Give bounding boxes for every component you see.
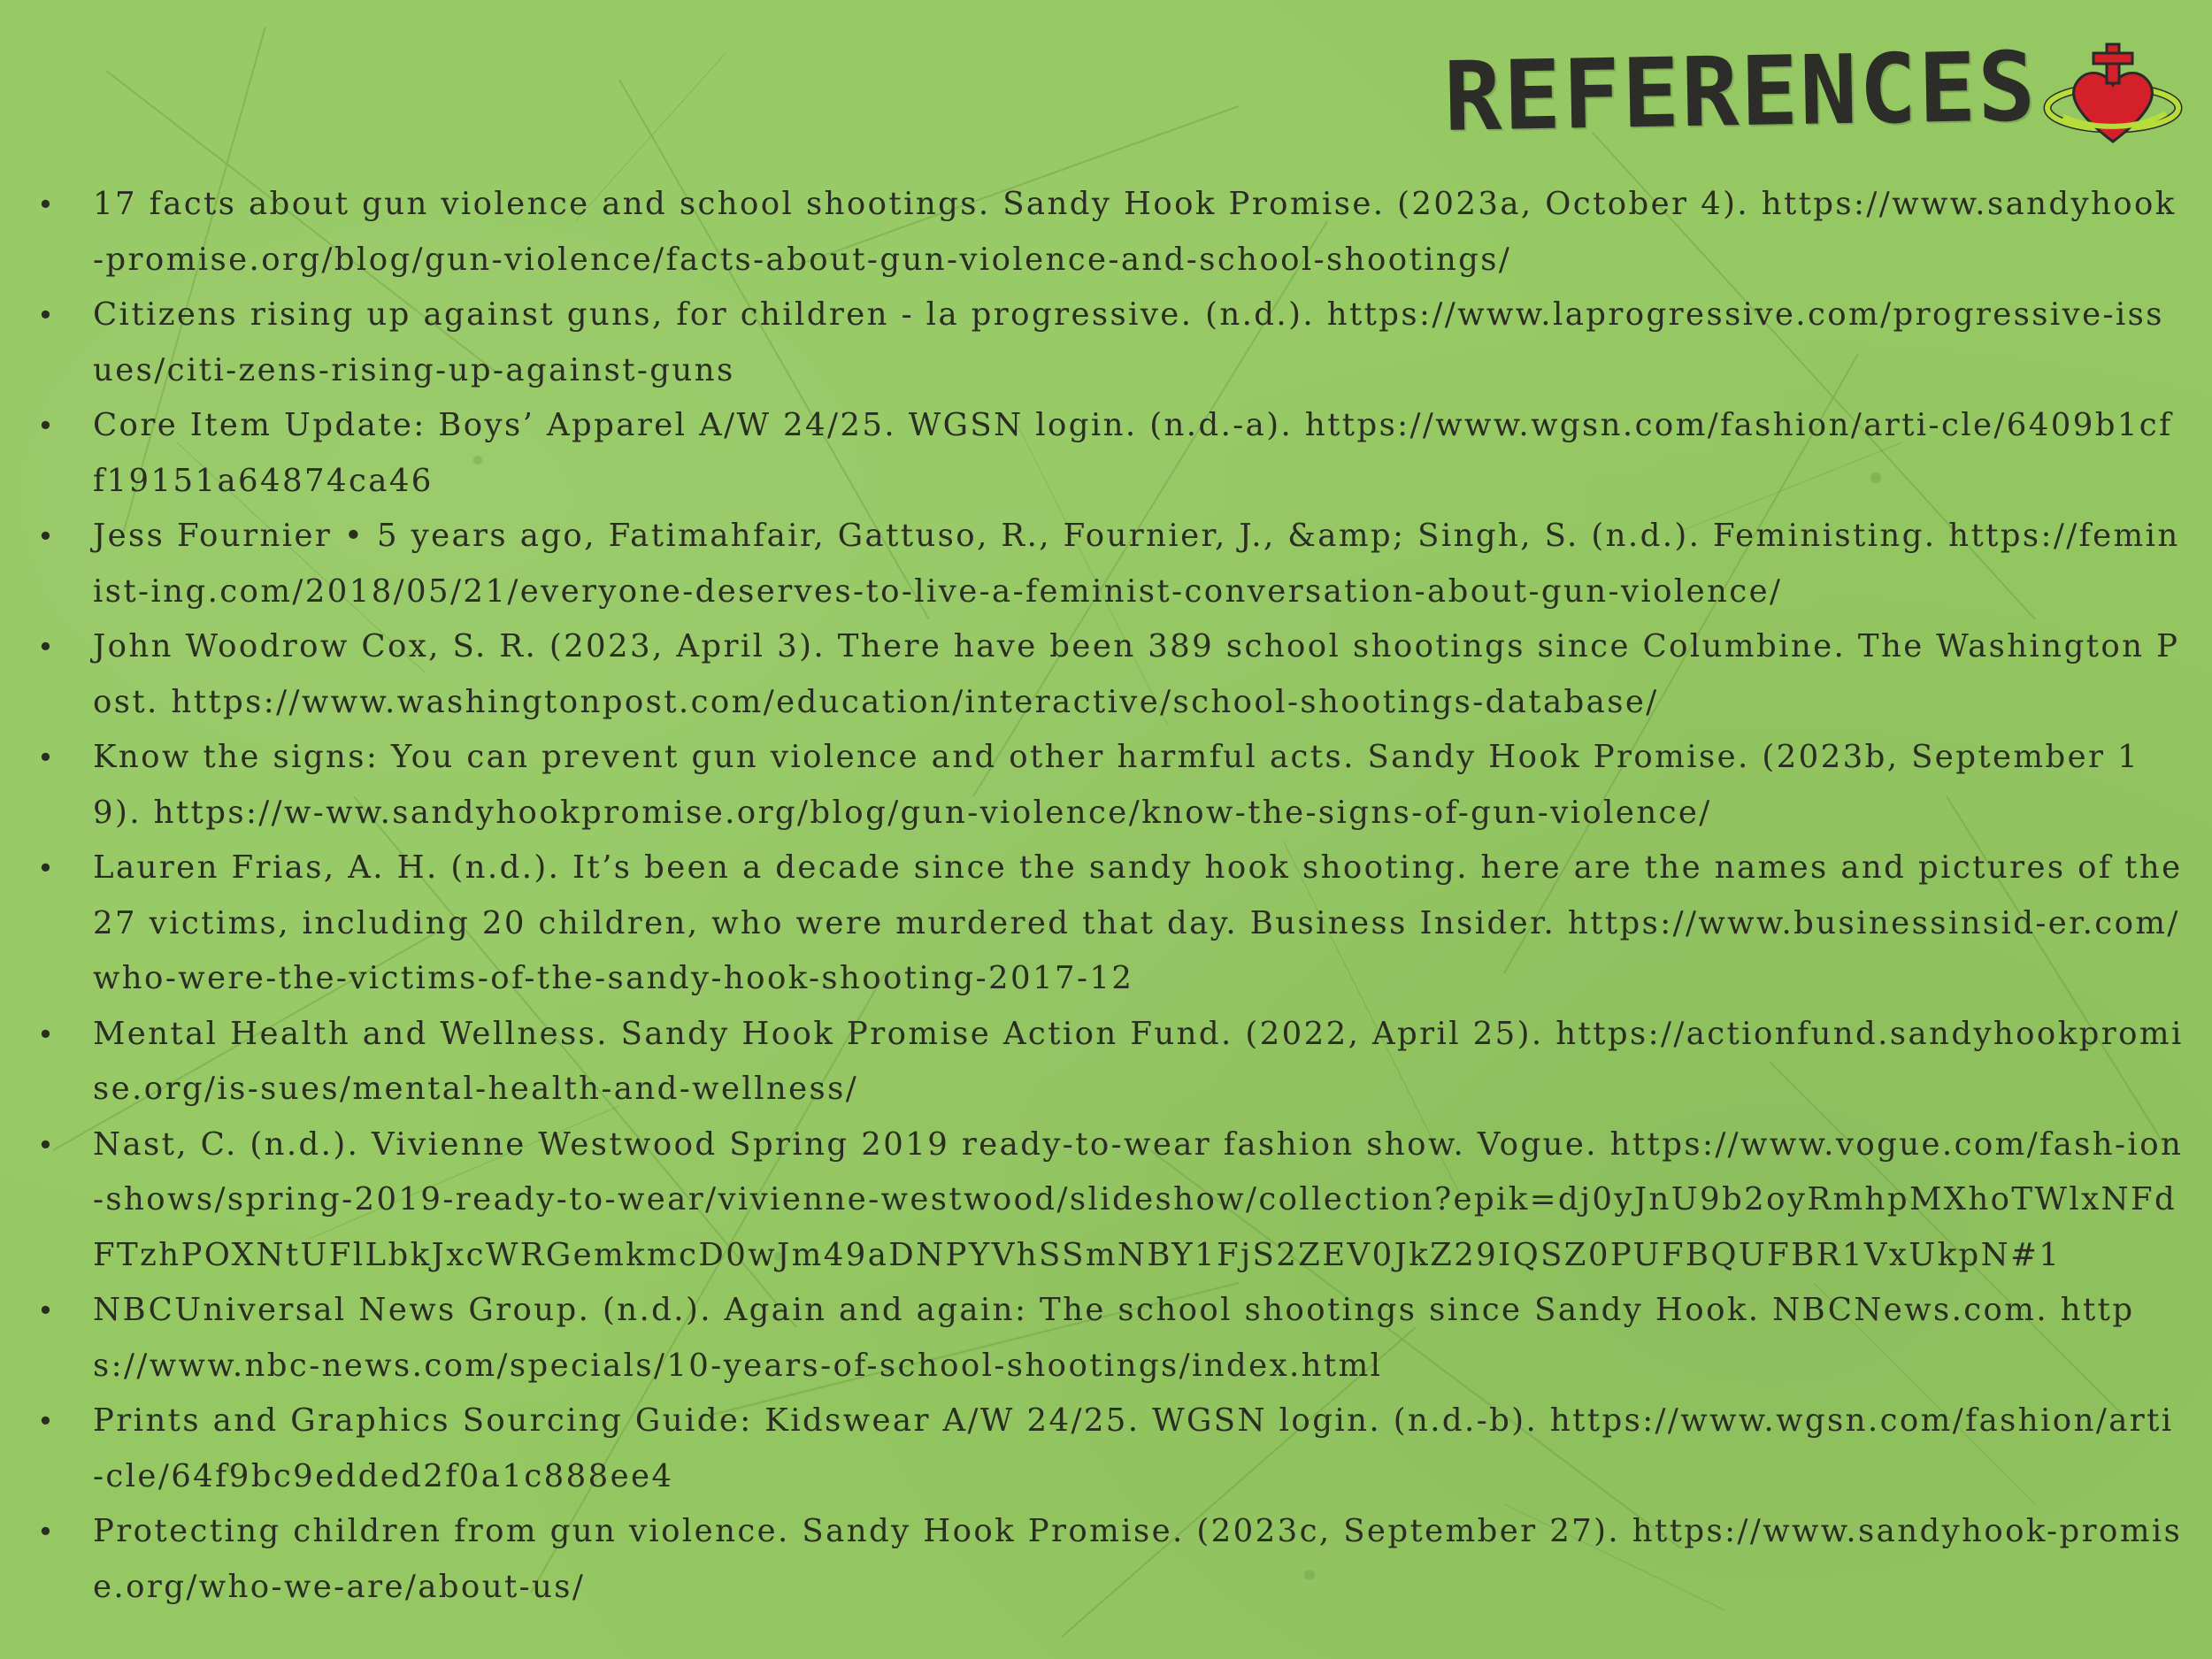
orb-heart-icon bbox=[2042, 27, 2184, 159]
reference-item: • Jess Fournier • 5 years ago, Fatimahfair, Gattuso, R., Fournier, J., &amp; Singh, S. (n.d.). Feministing. https://feminist-ing.com/2018/05/21/everyone-deserves-to-live-a-feminist-conversation-about-gun-violence/ bbox=[35, 509, 2185, 619]
reference-item: • Core Item Update: Boys’ Apparel A/W 24/25. WGSN login. (n.d.-a). https://www.wgsn.com/fashion/arti-cle/6409b1cff19151a64874ca46 bbox=[35, 398, 2185, 509]
reference-item: • Nast, C. (n.d.). Vivienne Westwood Spring 2019 ready-to-wear fashion show. Vogue. https://www.vogue.com/fash-ion-shows/spring-2019-ready-to-wear/vivienne-westwood/slideshow/collection?epik=dj0yJnU9b2oyRmhpMXhoTWlxNFdFTzhPOXNtUFlLbkJxcWRGemkmcD0wJm49aDNPYVhSSmNBY1FjS2ZEV0JkZ29IQSZ0PUFBQUFBR1VxUkpN#1 bbox=[35, 1118, 2185, 1284]
reference-item: • Mental Health and Wellness. Sandy Hook Promise Action Fund. (2022, April 25). https://actionfund.sandyhookpromise.org/is-sues/mental-health-and-wellness/ bbox=[35, 1007, 2185, 1118]
reference-item: • Citizens rising up against guns, for children - la progressive. (n.d.). https://www.laprogressive.com/progressive-issues/citi-zens-rising-up-against-guns bbox=[35, 288, 2185, 398]
reference-list bbox=[35, 177, 2185, 1615]
reference-item: • Lauren Frias, A. H. (n.d.). It’s been a decade since the sandy hook shooting. here are the names and pictures of the 27 victims, including 20 children, who were murdered that day. Business Insider. https://www.businessinsid-er.com/who-were-the-victims-of-the-sandy-hook-shooting-2017-12 bbox=[35, 841, 2185, 1007]
reference-item: • Protecting children from gun violence. Sandy Hook Promise. (2023c, September 27). https://www.sandyhook-promise.org/who-we-are/about-us/ bbox=[35, 1504, 2185, 1615]
reference-item: • 17 facts about gun violence and school shootings. Sandy Hook Promise. (2023a, October 4). https://www.sandyhook-promise.org/blog/gun-violence/facts-about-gun-violence-and-school-shootings/ bbox=[35, 177, 2185, 288]
reference-item: • Prints and Graphics Sourcing Guide: Kidswear A/W 24/25. WGSN login. (n.d.-b). https://www.wgsn.com/fashion/arti-cle/64f9bc9edded2f0a1c888ee4 bbox=[35, 1394, 2185, 1504]
header bbox=[1444, 27, 2184, 159]
reference-item: • Know the signs: You can prevent gun violence and other harmful acts. Sandy Hook Promise. (2023b, September 19). https://w-ww.sandyhookpromise.org/blog/gun-violence/know-the-signs-of-gun-violence/ bbox=[35, 730, 2185, 841]
reference-item: • John Woodrow Cox, S. R. (2023, April 3). There have been 389 school shootings since Columbine. The Washington Post. https://www.washingtonpost.com/education/interactive/school-shootings-database/ bbox=[35, 619, 2185, 730]
reference-item: • NBCUniversal News Group. (n.d.). Again and again: The school shootings since Sandy Hook. NBCNews.com. https://www.nbc-news.com/specials/10-years-of-school-shootings/index.html bbox=[35, 1283, 2185, 1394]
page-title: REFERENCES bbox=[1442, 32, 2039, 153]
